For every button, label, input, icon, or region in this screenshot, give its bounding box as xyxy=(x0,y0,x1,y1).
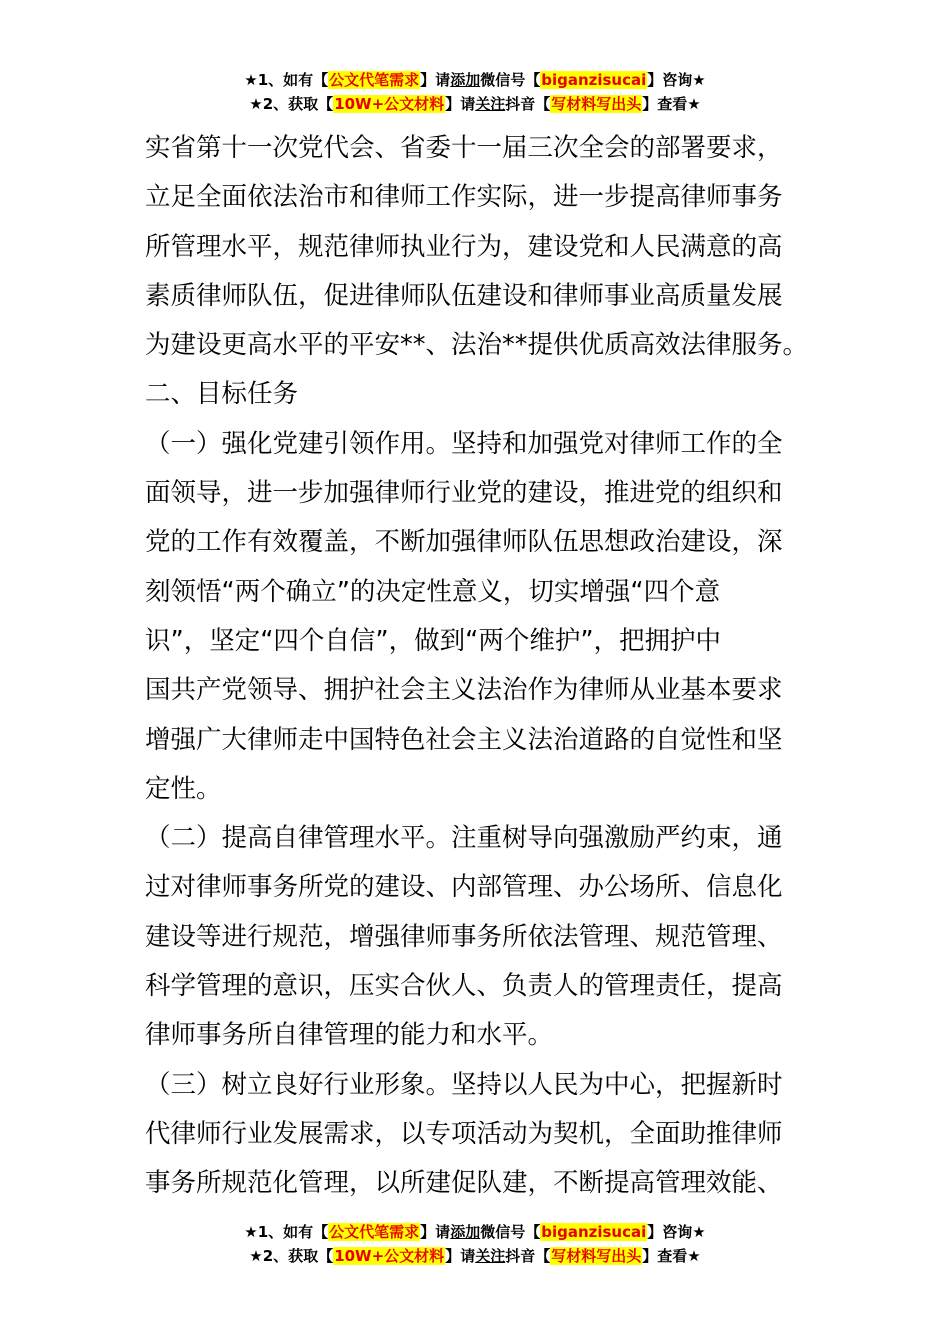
highlight-materials: 10W+公文材料 xyxy=(334,95,445,113)
body-line: 定性。 xyxy=(145,773,222,804)
body-line: 过对律师事务所党的建设、内部管理、办公场所、信息化 xyxy=(145,872,783,903)
highlight-service: 公文代笔需求 xyxy=(329,1223,420,1241)
body-line: （二）提高自律管理水平。注重树导向强激励严约束，通 xyxy=(145,823,783,854)
body-line: 刻领悟“两个确立”的决定性意义，切实增强“四个意 xyxy=(145,576,721,607)
banner-line-1: ★1、如有【公文代笔需求】请添加微信号【biganzisucai】咨询★ xyxy=(244,1223,706,1241)
body-line: 党的工作有效覆盖，不断加强律师队伍思想政治建设，深 xyxy=(145,527,783,558)
body-line: 科学管理的意识，压实合伙人、负责人的管理责任，提高 xyxy=(145,971,783,1002)
body-line: 增强广大律师走中国特色社会主义法治道路的自觉性和坚 xyxy=(145,724,783,755)
section-heading: 二、目标任务 xyxy=(145,379,299,410)
body-line: 立足全面依法治市和律师工作实际，进一步提高律师事务 xyxy=(145,182,783,213)
body-line: 面领导，进一步加强律师行业党的建设，推进党的组织和 xyxy=(145,478,783,509)
highlight-service: 公文代笔需求 xyxy=(329,71,420,89)
body-line: 事务所规范化管理，以所建促队建，不断提高管理效能、 xyxy=(145,1168,783,1199)
banner-line-2: ★2、获取【10W+公文材料】请关注抖音【写材料写出头】查看★ xyxy=(249,95,701,113)
body-line: （三）树立良好行业形象。坚持以人民为中心，把握新时 xyxy=(145,1069,783,1100)
highlight-douyin: 写材料写出头 xyxy=(551,95,642,113)
body-line: 实省第十一次党代会、省委十一届三次全会的部署要求， xyxy=(145,133,783,163)
body-line: 识”，坚定“四个自信”，做到“两个维护”，把拥护中 xyxy=(145,625,722,656)
footer-banner xyxy=(0,1220,950,1268)
highlight-wechat-id: biganzisucai xyxy=(541,1223,647,1241)
banner-line-1: ★1、如有【公文代笔需求】请添加微信号【biganzisucai】咨询★ xyxy=(244,71,706,89)
body-line: 素质律师队伍，促进律师队伍建设和律师事业高质量发展 xyxy=(145,280,783,311)
body-line: 国共产党领导、拥护社会主义法治作为律师从业基本要求 xyxy=(145,675,783,706)
highlight-materials: 10W+公文材料 xyxy=(334,1247,445,1265)
banner-line-2: ★2、获取【10W+公文材料】请关注抖音【写材料写出头】查看★ xyxy=(249,1247,701,1265)
document-body xyxy=(145,124,810,1209)
highlight-wechat-id: biganzisucai xyxy=(541,71,647,89)
body-line: 代律师行业发展需求，以专项活动为契机，全面助推律师 xyxy=(145,1118,783,1149)
body-line: 律师事务所自律管理的能力和水平。 xyxy=(145,1020,554,1051)
body-line: 所管理水平，规范律师执业行为，建设党和人民满意的高 xyxy=(145,231,783,262)
header-banner xyxy=(0,68,950,116)
body-line: （一）强化党建引领作用。坚持和加强党对律师工作的全 xyxy=(145,428,783,459)
body-line: 建设等进行规范，增强律师事务所依法管理、规范管理、 xyxy=(145,921,783,952)
body-line: 为建设更高水平的平安**、法治**提供优质高效法律服务。 xyxy=(145,330,809,361)
highlight-douyin: 写材料写出头 xyxy=(551,1247,642,1265)
